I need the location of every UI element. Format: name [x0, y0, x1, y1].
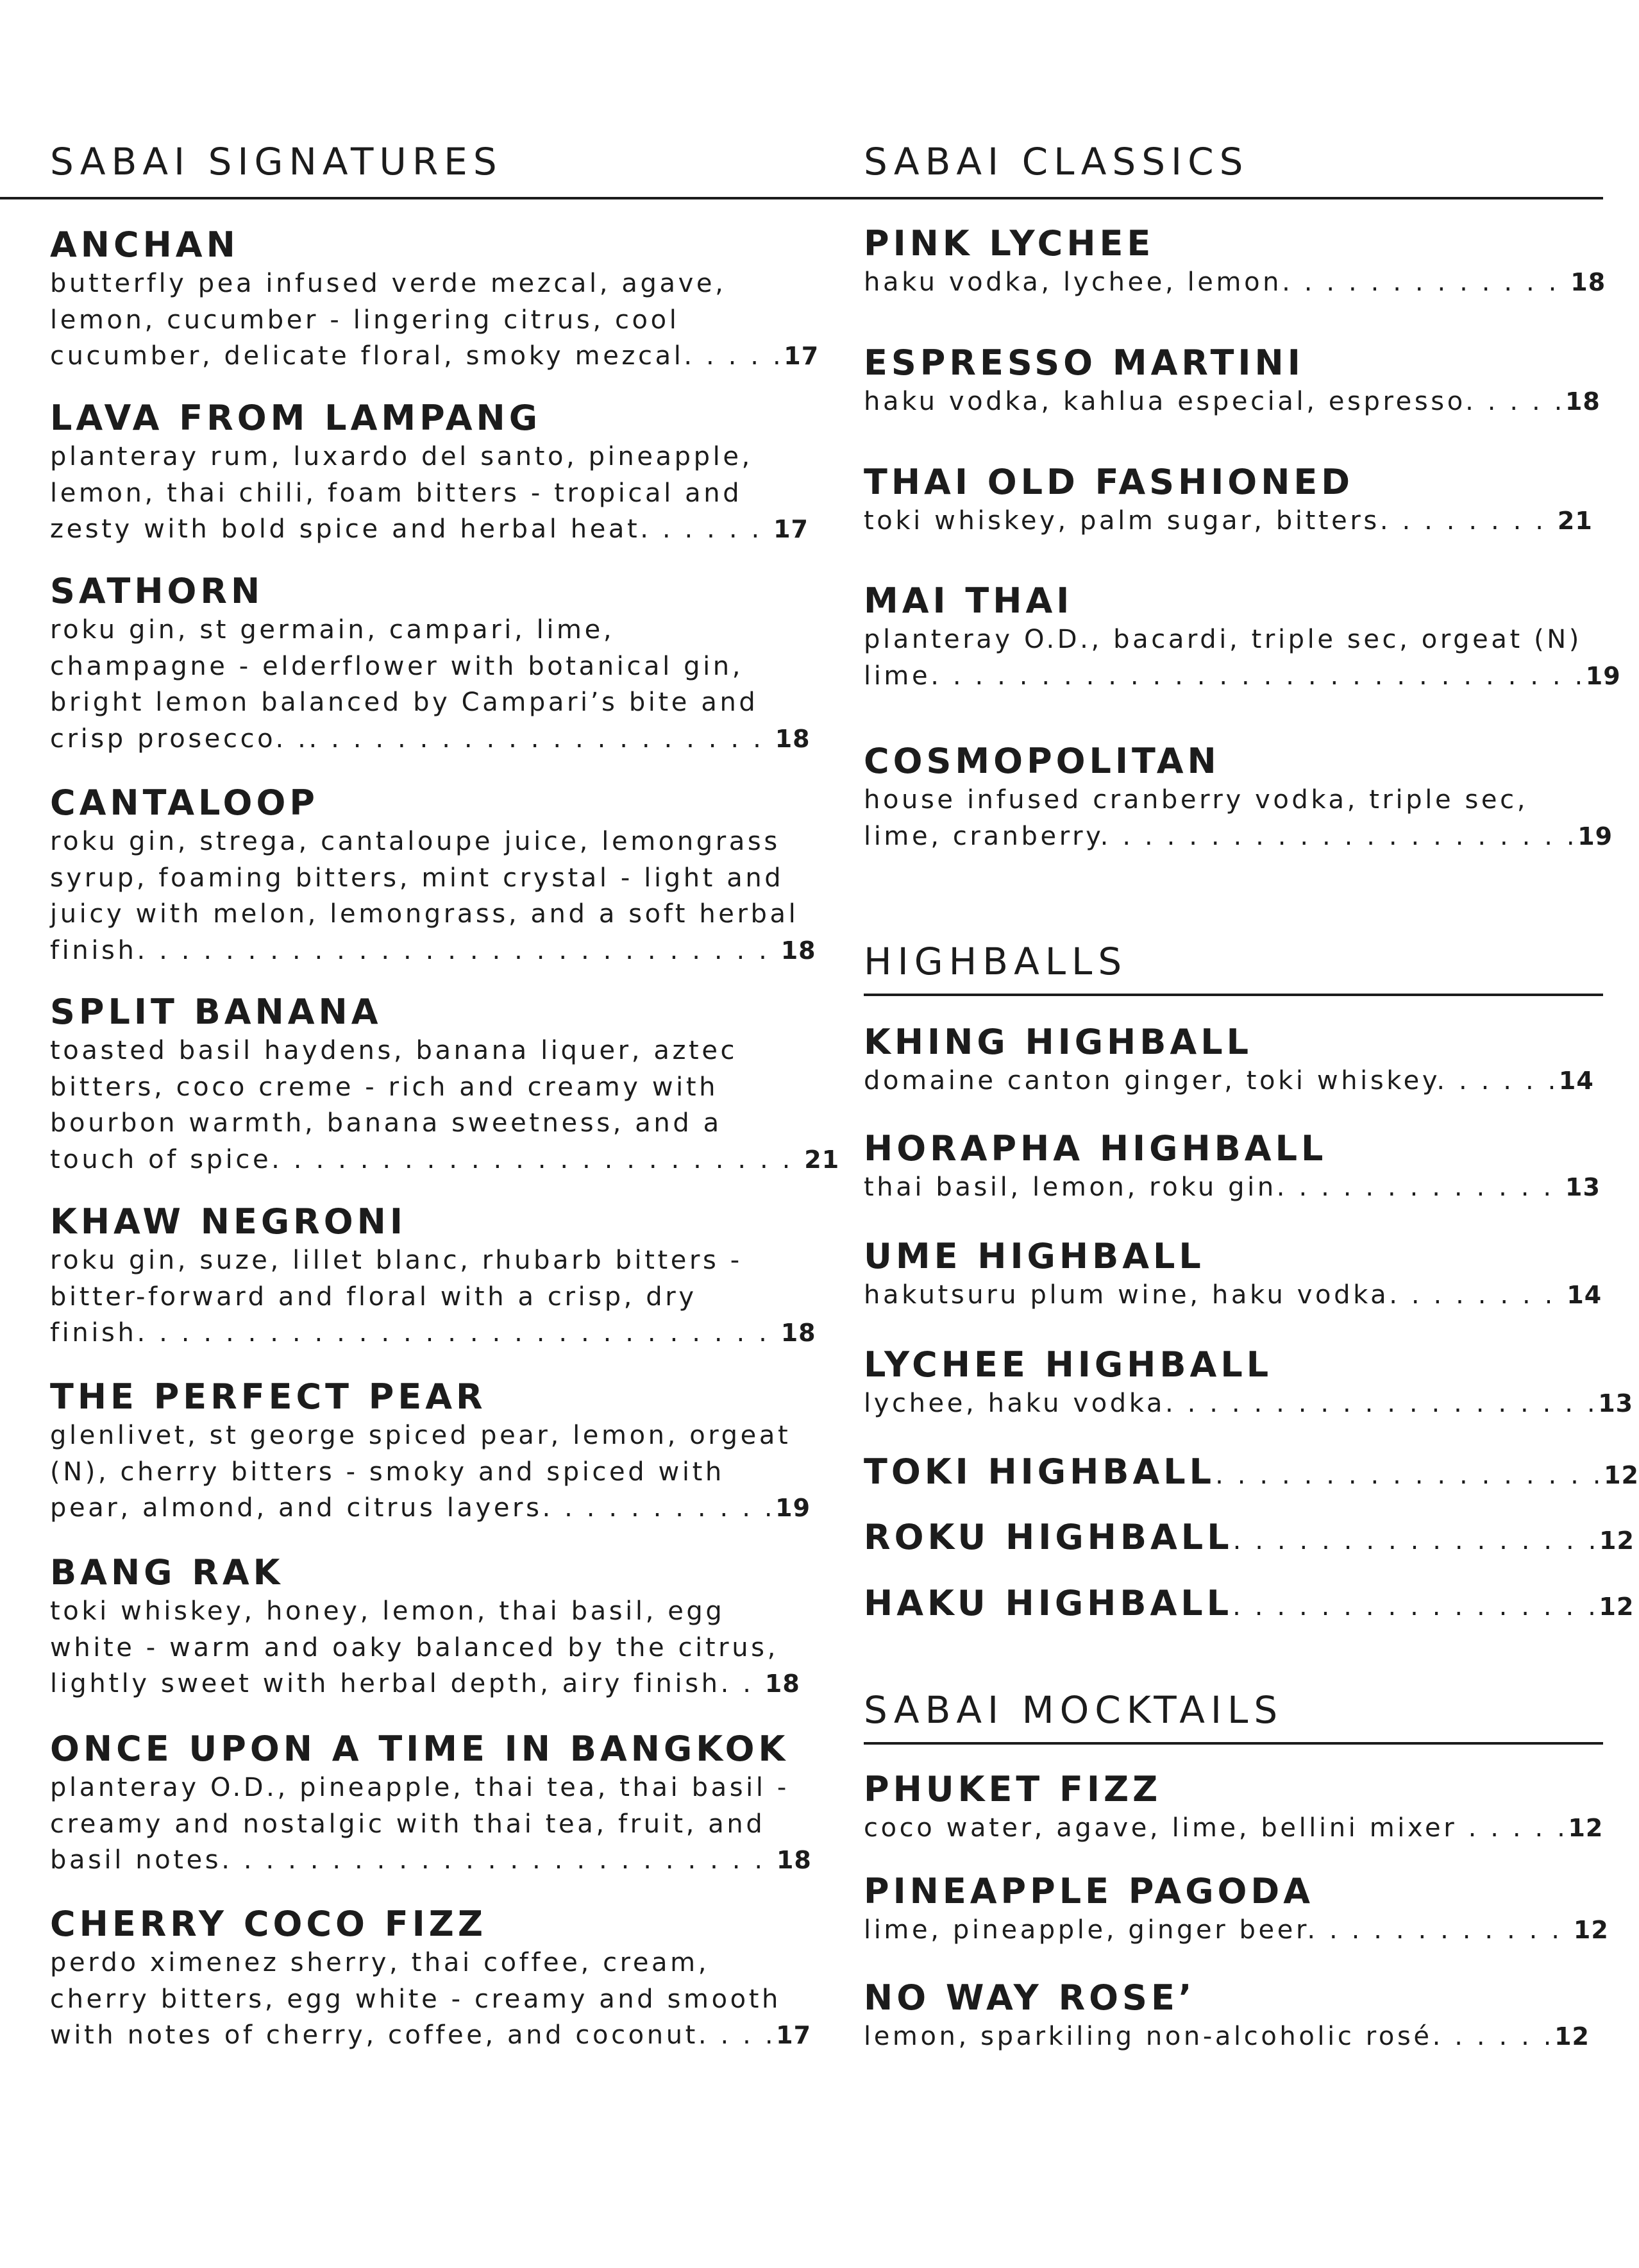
item-description [50, 1418, 811, 1527]
description-line: toasted basil haydens, banana liquer, aztec [50, 1036, 738, 1065]
description-line: pear, almond, and citrus layers. . . . . . . . . . .19 [50, 1493, 811, 1523]
item-name: ONCE UPON A TIME IN BANGKOK [50, 1729, 789, 1769]
menu-item [864, 1979, 1590, 2055]
item-description [864, 503, 1593, 539]
description-line: (N), cherry bitters - smoky and spiced with [50, 1457, 725, 1487]
item-description [50, 612, 811, 757]
item-price: 19 [1577, 822, 1613, 851]
section-rule-classics [802, 197, 1603, 199]
item-description [50, 1242, 816, 1351]
item-price: 21 [1557, 507, 1593, 535]
description-line: lime. . . . . . . . . . . . . . . . . . . . . . . . . . . . . .19 [864, 661, 1621, 691]
item-price: 12 [1599, 1593, 1635, 1621]
item-price: 12 [1568, 1814, 1604, 1842]
item-name: CHERRY COCO FIZZ [50, 1904, 487, 1944]
description-line: finish. . . . . . . . . . . . . . . . . . . . . . . . . . . . . 18 [50, 1318, 816, 1348]
description-line: roku gin, strega, cantaloupe juice, lemongrass [50, 827, 780, 856]
item-name: UME HIGHBALL [864, 1236, 1205, 1276]
item-description [864, 264, 1606, 301]
description-line: syrup, foaming bitters, mint crystal - light and [50, 863, 784, 893]
menu-item [864, 1346, 1633, 1422]
description-line: finish. . . . . . . . . . . . . . . . . . . . . . . . . . . . . 18 [50, 935, 816, 965]
item-name: TOKI HIGHBALL [864, 1451, 1216, 1492]
description-line: planteray O.D., pineapple, thai tea, thai basil - [50, 1773, 789, 1802]
item-price: 18 [1565, 387, 1601, 416]
description-line: champagne - elderflower with botanical gin, [50, 651, 744, 681]
description-line: planteray O.D., bacardi, triple sec, orgeat (N) [864, 625, 1583, 654]
item-name: THE PERFECT PEAR [50, 1376, 487, 1417]
item-name: KHAW NEGRONI [50, 1201, 407, 1242]
description-line: crisp prosecco. .. . . . . . . . . . . . . . . . . . . . . 18 [50, 724, 811, 754]
menu-item [864, 224, 1606, 301]
menu-item [50, 993, 839, 1178]
description-line: toki whiskey, palm sugar, bitters. . . . . . . . 21 [864, 506, 1593, 536]
item-price: 12 [1604, 1461, 1639, 1489]
item-description [50, 1033, 839, 1178]
item-name: HAKU HIGHBALL [864, 1583, 1233, 1623]
description-line: juicy with melon, lemongrass, and a soft herbal [50, 899, 799, 929]
item-name: ROKU HIGHBALL [864, 1517, 1233, 1557]
description-line: coco water, agave, lime, bellini mixer . . . . .12 [864, 1813, 1604, 1843]
item-description [50, 1945, 811, 2054]
menu-item [50, 1730, 812, 1879]
menu-item [864, 1130, 1601, 1206]
item-description [864, 782, 1613, 854]
description-line: lemon, cucumber - lingering citrus, cool [50, 305, 680, 335]
description-line: bright lemon balanced by Campari’s bite and [50, 688, 759, 717]
menu-item [864, 742, 1613, 854]
menu-item [864, 1023, 1594, 1099]
item-price: 18 [775, 724, 811, 753]
menu-item [50, 1905, 811, 2054]
leader-dots: . . . . . . . . . . . . . . . . . . [1215, 1460, 1604, 1490]
description-line: lemon, thai chili, foam bitters - tropical and [50, 478, 743, 508]
item-description [864, 622, 1621, 694]
description-line: haku vodka, lychee, lemon. . . . . . . . . . . . . 18 [864, 267, 1606, 297]
menu-item [50, 784, 816, 969]
item-price: 18 [1570, 268, 1606, 296]
item-price: 17 [773, 515, 809, 543]
menu-item [864, 1237, 1602, 1314]
item-description [864, 384, 1601, 420]
menu-item [864, 582, 1621, 694]
item-name: KHING HIGHBALL [864, 1022, 1253, 1062]
item-description [50, 1770, 812, 1879]
description-line: lime, pineapple, ginger beer. . . . . . . . . . . . 12 [864, 1915, 1609, 1945]
item-description [50, 824, 816, 969]
section-title-signatures: SABAI SIGNATURES [50, 140, 503, 183]
item-name: HORAPHA HIGHBALL [864, 1128, 1327, 1169]
menu-item [864, 463, 1593, 539]
menu-item [50, 1203, 816, 1351]
description-line: hakutsuru plum wine, haku vodka. . . . . . . . 14 [864, 1280, 1602, 1310]
description-line: white - warm and oaky balanced by the citrus, [50, 1632, 778, 1663]
leader-dots: . . . . . . . . . . . . . . . . . [1232, 1592, 1599, 1621]
section-rule-signatures [0, 197, 802, 199]
item-description [50, 266, 819, 375]
description-line: cherry bitters, egg white - creamy and smooth [50, 1984, 781, 2014]
description-line: cucumber, delicate floral, smoky mezcal. . . . .17 [50, 341, 820, 371]
description-line: zesty with bold spice and herbal heat. . . . . . 17 [50, 514, 809, 544]
description-line: bitter-forward and floral with a crisp, dry [50, 1282, 697, 1312]
section-title-classics: SABAI CLASSICS [864, 140, 1249, 183]
description-line: glenlivet, st george spiced pear, lemon, orgeat [50, 1421, 791, 1450]
menu-item [50, 399, 809, 548]
item-price: 18 [764, 1670, 800, 1698]
item-name: CANTALOOP [50, 783, 319, 823]
item-price: 12 [1599, 1527, 1635, 1555]
description-line: house infused cranberry vodka, triple sec, [864, 785, 1529, 815]
menu-item [50, 572, 811, 757]
description-line: lychee, haku vodka. . . . . . . . . . . . . . . . . . . .13 [864, 1389, 1634, 1418]
item-name: MAI THAI [864, 580, 1073, 621]
item-description [864, 1810, 1603, 1847]
description-line: domaine canton ginger, toki whiskey. . . . . .14 [864, 1066, 1594, 1096]
item-price: 12 [1554, 2022, 1590, 2051]
item-description [864, 1063, 1594, 1099]
item-price: 14 [1558, 1067, 1594, 1095]
item-name: LYCHEE HIGHBALL [864, 1344, 1273, 1385]
description-line: creamy and nostalgic with thai tea, fruit, and [50, 1809, 766, 1839]
item-name: BANG RAK [50, 1552, 284, 1593]
item-name: PINK LYCHEE [864, 223, 1155, 264]
menu-item-simple [864, 1453, 1639, 1494]
item-price: 14 [1567, 1281, 1602, 1309]
description-line: bourbon warmth, banana sweetness, and a [50, 1108, 722, 1138]
item-name: SATHORN [50, 571, 264, 611]
description-line: thai basil, lemon, roku gin. . . . . . . . . . . . . 13 [864, 1172, 1601, 1202]
description-line: with notes of cherry, coffee, and coconut. . . .17 [50, 2020, 812, 2050]
item-description [864, 1169, 1601, 1206]
item-price: 12 [1573, 1916, 1609, 1944]
item-price: 19 [1585, 661, 1621, 690]
description-line: lime, cranberry. . . . . . . . . . . . . . . . . . . . . .19 [864, 821, 1613, 851]
menu-item [50, 1553, 800, 1702]
item-name: SPLIT BANANA [50, 992, 382, 1032]
description-line: bitters, coco creme - rich and creamy with [50, 1072, 719, 1102]
description-line: touch of spice. . . . . . . . . . . . . . . . . . . . . . . . 21 [50, 1144, 840, 1174]
item-price: 21 [804, 1145, 840, 1174]
item-name: PINEAPPLE PAGODA [864, 1871, 1315, 1911]
section-rule-highballs [864, 994, 1603, 996]
item-name: THAI OLD FASHIONED [864, 462, 1354, 502]
description-line: lemon, sparkiling non-alcoholic rosé. . . . . .12 [864, 2022, 1590, 2051]
description-line: perdo ximenez sherry, thai coffee, cream, [50, 1948, 710, 1977]
item-description [864, 1385, 1633, 1422]
item-price: 17 [776, 2021, 812, 2049]
item-description [50, 439, 809, 548]
item-price: 18 [776, 1846, 812, 1874]
item-price: 18 [780, 1319, 816, 1347]
description-line: roku gin, suze, lillet blanc, rhubarb bitters - [50, 1246, 743, 1275]
item-price: 19 [775, 1494, 811, 1522]
menu-item [50, 226, 819, 375]
item-price: 18 [780, 936, 816, 965]
item-name: PHUKET FIZZ [864, 1769, 1162, 1809]
description-line: toki whiskey, honey, lemon, thai basil, egg [50, 1596, 725, 1626]
item-name: NO WAY ROSE’ [864, 1977, 1196, 2018]
item-name: COSMOPOLITAN [864, 741, 1220, 781]
leader-dots: . . . . . . . . . . . . . . . . . [1232, 1526, 1599, 1555]
menu-item [50, 1378, 811, 1527]
description-line: butterfly pea infused verde mezcal, agave, [50, 269, 727, 298]
item-name: ANCHAN [50, 224, 239, 265]
item-name: LAVA FROM LAMPANG [50, 398, 542, 438]
item-description [864, 1277, 1602, 1314]
menu-item [864, 1872, 1609, 1949]
item-description [50, 1593, 800, 1702]
description-line: basil notes. . . . . . . . . . . . . . . . . . . . . . . . . 18 [50, 1845, 812, 1875]
description-line: lightly sweet with herbal depth, airy finish. . 18 [50, 1669, 800, 1698]
item-name: ESPRESSO MARTINI [864, 343, 1304, 383]
item-description [864, 1912, 1609, 1949]
item-price: 17 [784, 342, 820, 370]
item-price: 13 [1598, 1389, 1634, 1418]
section-title-mocktails: SABAI MOCKTAILS [864, 1688, 1284, 1732]
description-line: roku gin, st germain, campari, lime, [50, 615, 615, 645]
description-line: planteray rum, luxardo del santo, pineapple, [50, 442, 753, 471]
description-line: haku vodka, kahlua especial, espresso. . . . .18 [864, 387, 1601, 416]
menu-item-simple [864, 1518, 1635, 1560]
section-rule-mocktails [864, 1742, 1603, 1745]
menu-item [864, 344, 1601, 420]
menu-item-simple [864, 1584, 1634, 1626]
section-title-highballs: HIGHBALLS [864, 940, 1128, 983]
item-price: 13 [1565, 1173, 1601, 1201]
menu-item [864, 1770, 1603, 1847]
item-description [864, 2018, 1590, 2055]
